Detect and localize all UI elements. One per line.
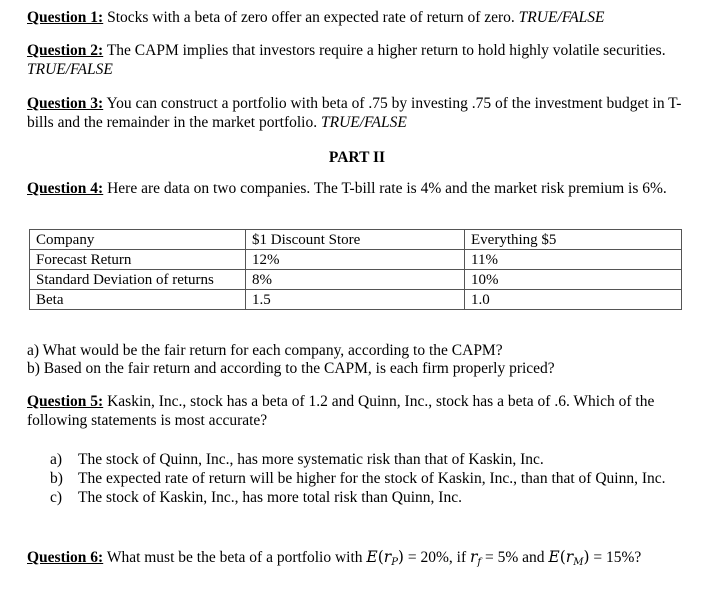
risk-free-rate-value: = 5% and bbox=[481, 549, 549, 566]
question-3-label: Question 3: bbox=[27, 95, 104, 112]
table-cell: Everything $5 bbox=[465, 230, 682, 250]
expected-portfolio-return-formula: $E(r_P)$ bbox=[366, 548, 404, 568]
table-cell: 10% bbox=[465, 270, 682, 290]
table-row bbox=[30, 250, 682, 270]
table-cell: Standard Deviation of returns bbox=[30, 270, 246, 290]
question-4-label: Question 4: bbox=[27, 180, 104, 197]
question-6-text: What must be the beta of a portfolio with bbox=[103, 549, 367, 566]
option-marker: a) bbox=[50, 451, 63, 468]
list-item bbox=[50, 469, 670, 488]
table-cell: Beta bbox=[30, 290, 246, 310]
option-marker: b) bbox=[50, 470, 63, 487]
expected-market-return-value: = 15%? bbox=[589, 549, 642, 566]
question-1-text: Stocks with a beta of zero offer an expected rate of return of zero. bbox=[103, 9, 519, 26]
table-row bbox=[30, 230, 682, 250]
question-4-part-b: b) Based on the fair return and according to the CAPM, is each firm properly priced? bbox=[27, 360, 555, 377]
question-3 bbox=[27, 94, 687, 132]
question-4-text: Here are data on two companies. The T-bill rate is 4% and the market risk premium is 6%. bbox=[103, 180, 667, 197]
table-row bbox=[30, 290, 682, 310]
table-cell: Forecast Return bbox=[30, 250, 246, 270]
question-2-label: Question 2: bbox=[27, 42, 104, 59]
question-1 bbox=[27, 8, 687, 27]
risk-free-rate-formula: $r_f$ bbox=[469, 548, 482, 568]
expected-market-return-formula: $E(r_M)$ bbox=[548, 548, 590, 568]
list-item bbox=[50, 488, 670, 507]
expected-portfolio-return-value: = 20%, if bbox=[403, 549, 470, 566]
option-text: The stock of Quinn, Inc., has more systematic risk than that of Kaskin, Inc. bbox=[78, 451, 544, 468]
table-cell: $1 Discount Store bbox=[246, 230, 465, 250]
question-3-text: You can construct a portfolio with beta of .75 by investing .75 of the investment budget in T-bills and the remainder in the market portfolio. bbox=[27, 95, 682, 131]
question-3-true-false: TRUE/FALSE bbox=[321, 114, 407, 131]
table-cell: Company bbox=[30, 230, 246, 250]
table-cell: 1.0 bbox=[465, 290, 682, 310]
question-5-options bbox=[50, 450, 670, 507]
question-2-true-false: TRUE/FALSE bbox=[27, 61, 113, 78]
table-cell: 11% bbox=[465, 250, 682, 270]
question-5-label: Question 5: bbox=[27, 393, 104, 410]
question-2-text: The CAPM implies that investors require a higher return to hold highly volatile securities. bbox=[103, 42, 666, 59]
question-6-label: Question 6: bbox=[27, 549, 104, 566]
table-cell: 8% bbox=[246, 270, 465, 290]
option-marker: c) bbox=[50, 489, 63, 506]
question-1-true-false: TRUE/FALSE bbox=[518, 9, 605, 26]
table-cell: 12% bbox=[246, 250, 465, 270]
part-2-heading: PART II bbox=[328, 149, 386, 166]
table-cell: 1.5 bbox=[246, 290, 465, 310]
table-row bbox=[30, 270, 682, 290]
company-data-table bbox=[29, 229, 682, 310]
question-5-text: Kaskin, Inc., stock has a beta of 1.2 and Quinn, Inc., stock has a beta of .6. Which of the following statements is most accurate? bbox=[27, 393, 655, 429]
option-text: The stock of Kaskin, Inc., has more total risk than Quinn, Inc. bbox=[78, 489, 462, 506]
question-2 bbox=[27, 41, 687, 79]
question-1-label: Question 1: bbox=[27, 9, 104, 26]
question-4 bbox=[27, 179, 687, 198]
option-text: The expected rate of return will be higher for the stock of Kaskin, Inc., than that of Quinn, Inc. bbox=[78, 470, 666, 487]
question-5 bbox=[27, 392, 687, 430]
question-6 bbox=[27, 546, 687, 574]
list-item bbox=[50, 450, 670, 469]
question-4-part-a: a) What would be the fair return for each company, according to the CAPM? bbox=[27, 342, 503, 359]
